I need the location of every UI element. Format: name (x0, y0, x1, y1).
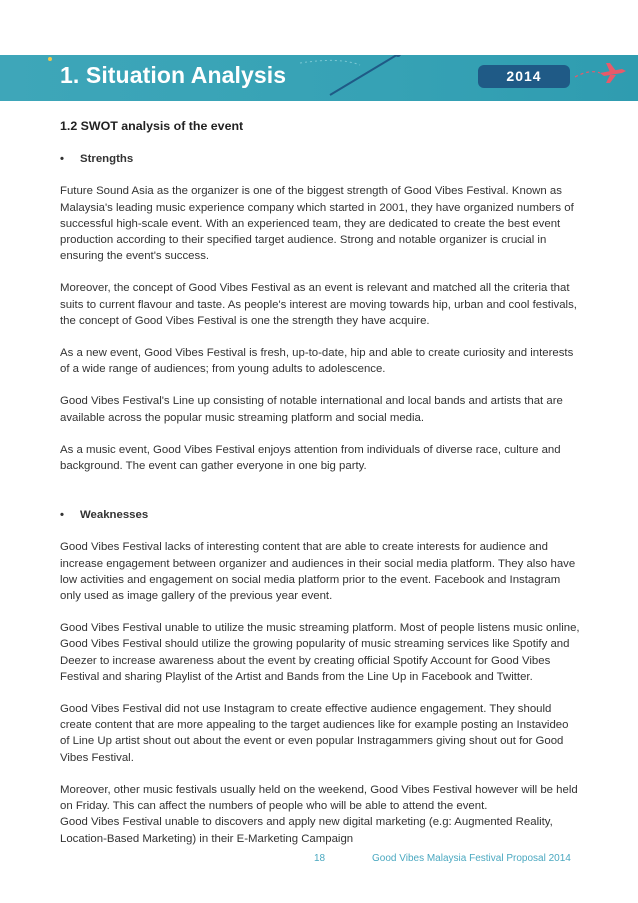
strengths-paragraph: Future Sound Asia as the organizer is one of the biggest strength of Good Vibes Festival. Known as Malaysia's leading music experience company which started in 2001, they have organized numbers of successful high-scale event. With an experienced team, they are dedicated to create the best event production according to their specified target audience. Strong and notable organizer is crucial in ensuring the event's success. (60, 185, 574, 263)
weaknesses-heading-label: Weaknesses (80, 509, 149, 522)
weaknesses-heading (60, 507, 580, 523)
weaknesses-paragraph: Good Vibes Festival unable to utilize the music streaming platform. Most of people listens music online, Good Vibes Festival should utilize the growing popularity of music streaming services like Spotify and Deezer to increase awareness about the event by creating official Spotify Account for Good Vibes Festival and sharing Playlist of the Artist and Bands from the Line Up in Facebook and Twitter. (60, 622, 580, 683)
airplane-icon (600, 63, 626, 83)
strengths-heading (60, 151, 580, 167)
strengths-paragraph: As a new event, Good Vibes Festival is fresh, up-to-date, hip and able to create curiosity and interests of a wide range of audiences; from young adults to adolescence. (60, 347, 574, 376)
strengths-paragraph: Good Vibes Festival's Line up consisting of notable international and local bands and artists that are available across the popular music streaming platform and social media. (60, 395, 563, 424)
weaknesses-paragraph: Moreover, other music festivals usually held on the weekend, Good Vibes Festival however will be held on Friday. This can affect the numbers of people who will be able to attend the event. (60, 783, 578, 813)
bullet-icon: • (60, 509, 64, 522)
weaknesses-paragraph: Good Vibes Festival did not use Instagram to create effective audience engagement. They should create content that are more appealing to the target audiences like for example posting an Instavideo of Line Up artist shout out about the event or even popular Instragammers giving shout out for Good Vibes Festival. (60, 703, 569, 764)
strengths-paragraph: Moreover, the concept of Good Vibes Festival as an event is relevant and matched all the criteria that suits to current flavour and taste. As people's interest are moving towards hip, urban and cool festivals, the concept of Good Vibes Festival is one the strength they have acquire. (60, 282, 577, 327)
document-body (60, 118, 580, 863)
footer-doc-title: Good Vibes Malaysia Festival Proposal 2014 (372, 853, 571, 864)
guitar-head-icon (395, 55, 401, 57)
page-number: 18 (314, 853, 326, 864)
strengths-paragraph: As a music event, Good Vibes Festival enjoys attention from individuals of diverse race, culture and background. The event can gather everyone in one big party. (60, 443, 561, 473)
section-heading: 1.2 SWOT analysis of the event (60, 119, 244, 133)
year-badge: 2014 (478, 65, 570, 88)
weaknesses-paragraph: Good Vibes Festival lacks of interesting content that are able to create interests for audience and increase engagement between organizer and audiences in their social media platform. They also have low activities and engagement on social media platform prior to the event. Facebook and Instagram only used as image gallery of the previous year event. (60, 541, 576, 603)
page-title: 1. Situation Analysis (60, 62, 287, 88)
bullet-icon: • (60, 153, 64, 166)
strengths-heading-label: Strengths (80, 153, 134, 166)
confetti-icon (48, 57, 52, 61)
section-spacer (60, 490, 580, 507)
weaknesses-paragraph: Good Vibes Festival unable to discovers and apply new digital marketing (e.g: Augmented Reality, Location-Based Marketing) in their E-Marketing Campaign (60, 816, 553, 845)
